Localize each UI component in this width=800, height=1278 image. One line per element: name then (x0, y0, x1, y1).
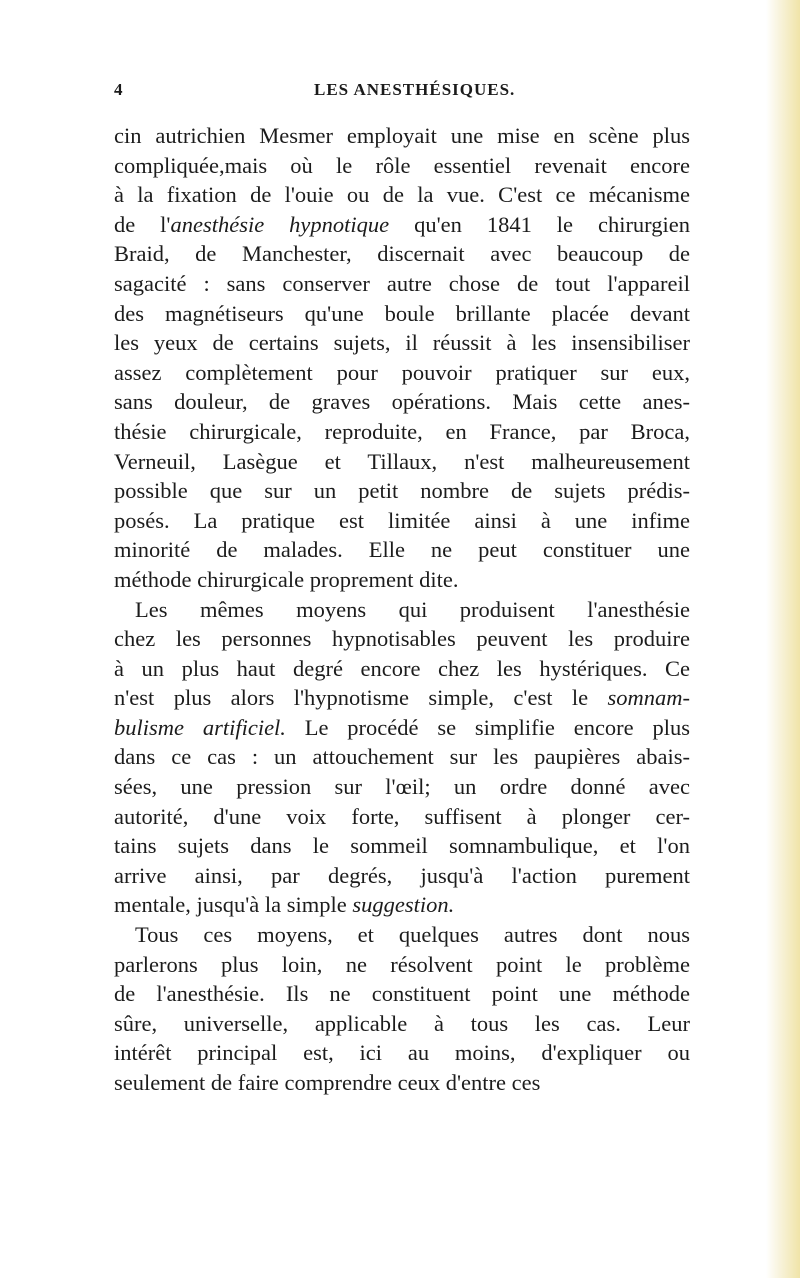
text-line (114, 121, 690, 151)
text-segment: minorité de malades. Elle ne peut constituer une (114, 537, 690, 563)
text-segment: dans ce cas : un attouchement sur les paupières abais- (114, 744, 690, 770)
page-header (114, 80, 584, 104)
text-segment: Tous ces moyens, et quelques autres dont nous (135, 922, 690, 948)
text-segment: compliquée,mais où le rôle essentiel revenait encore (114, 152, 690, 178)
text-line (114, 506, 690, 536)
text-line (114, 950, 690, 980)
text-segment: cin autrichien Mesmer employait une mise en scène plus (114, 123, 690, 148)
text-segment: thésie chirurgicale, reproduite, en France, par Broca, (114, 418, 690, 444)
text-line (114, 565, 690, 595)
text-line (114, 772, 690, 802)
text-line (114, 1009, 690, 1039)
text-line (114, 890, 690, 920)
text-line (114, 328, 690, 358)
text-line (114, 654, 690, 684)
text-segment: à un plus haut degré encore chez les hystériques. Ce (114, 655, 690, 681)
text-segment: Les mêmes moyens qui produisent l'anesthésie (135, 596, 690, 622)
page-edge-shading (766, 0, 800, 1278)
text-segment: chez les personnes hypnotisables peuvent les produire (114, 626, 690, 652)
text-line (114, 210, 690, 240)
text-line (114, 979, 690, 1009)
text-segment: des magnétiseurs qu'une boule brillante placée devant (114, 300, 690, 326)
text-line (114, 269, 690, 299)
text-line (114, 447, 690, 477)
italic-text: somnam- (607, 685, 690, 711)
text-line (114, 535, 690, 565)
text-segment: à la fixation de l'ouie ou de la vue. C'est ce mécanisme (114, 182, 690, 208)
text-segment: de l'anesthésie. Ils ne constituent point une méthode (114, 981, 690, 1007)
text-segment: sans douleur, de graves opérations. Mais cette anes- (114, 389, 690, 415)
text-segment: qu'en 1841 le chirurgien (389, 211, 691, 237)
text-line (114, 387, 690, 417)
italic-text: bulisme artificiel. (114, 714, 286, 740)
text-segment: Verneuil, Lasègue et Tillaux, n'est malheureusement (114, 448, 690, 474)
text-line (114, 1038, 690, 1068)
text-line (114, 239, 690, 269)
text-line (114, 299, 690, 329)
text-segment: autorité, d'une voix forte, suffisent à plonger cer- (114, 803, 690, 829)
text-line (114, 742, 690, 772)
text-segment: possible que sur un petit nombre de sujets prédis- (114, 478, 690, 504)
text-segment: sagacité : sans conserver autre chose de tout l'appareil (114, 270, 690, 296)
text-line (114, 595, 690, 625)
text-segment: n'est plus alors l'hypnotisme simple, c'est le (114, 685, 608, 711)
text-segment: Le procédé se simplifie encore plus (285, 714, 690, 740)
text-line (114, 802, 690, 832)
text-line (114, 151, 690, 181)
italic-text: anesthésie hypnotique (170, 211, 390, 237)
text-segment: les yeux de certains sujets, il réussit à les insensibiliser (114, 330, 690, 356)
text-segment: sûre, universelle, applicable à tous les cas. Leur (114, 1010, 690, 1036)
text-segment: parlerons plus loin, ne résolvent point le problème (114, 951, 690, 977)
text-segment: Braid, de Manchester, discernait avec beaucoup de (114, 241, 690, 267)
text-segment: mentale, jusqu'à la simple (114, 892, 353, 918)
text-segment: posés. La pratique est limitée ainsi à une infime (114, 507, 690, 533)
text-line (114, 831, 690, 861)
text-segment: tains sujets dans le sommeil somnambulique, et l'on (114, 833, 690, 859)
text-segment: de l' (114, 211, 171, 237)
body-text (114, 121, 690, 1098)
page-number: 4 (114, 80, 124, 99)
text-line (114, 476, 690, 506)
text-segment: méthode chirurgicale proprement dite. (114, 566, 459, 592)
text-line (114, 358, 690, 388)
text-line (114, 713, 690, 743)
text-segment: sées, une pression sur l'œil; un ordre donné avec (114, 774, 690, 800)
text-segment: arrive ainsi, par degrés, jusqu'à l'action purement (114, 862, 690, 888)
running-title: LES ANESTHÉSIQUES. (314, 80, 516, 99)
text-segment: assez complètement pour pouvoir pratiquer sur eux, (114, 359, 690, 385)
text-line (114, 417, 690, 447)
text-line (114, 920, 690, 950)
text-line (114, 624, 690, 654)
text-line (114, 1068, 690, 1098)
text-line (114, 180, 690, 210)
text-segment: intérêt principal est, ici au moins, d'expliquer ou (114, 1040, 690, 1066)
text-segment: seulement de faire comprendre ceux d'entre ces (114, 1070, 541, 1095)
text-line (114, 861, 690, 891)
text-line (114, 683, 690, 713)
italic-text: suggestion. (352, 892, 455, 918)
